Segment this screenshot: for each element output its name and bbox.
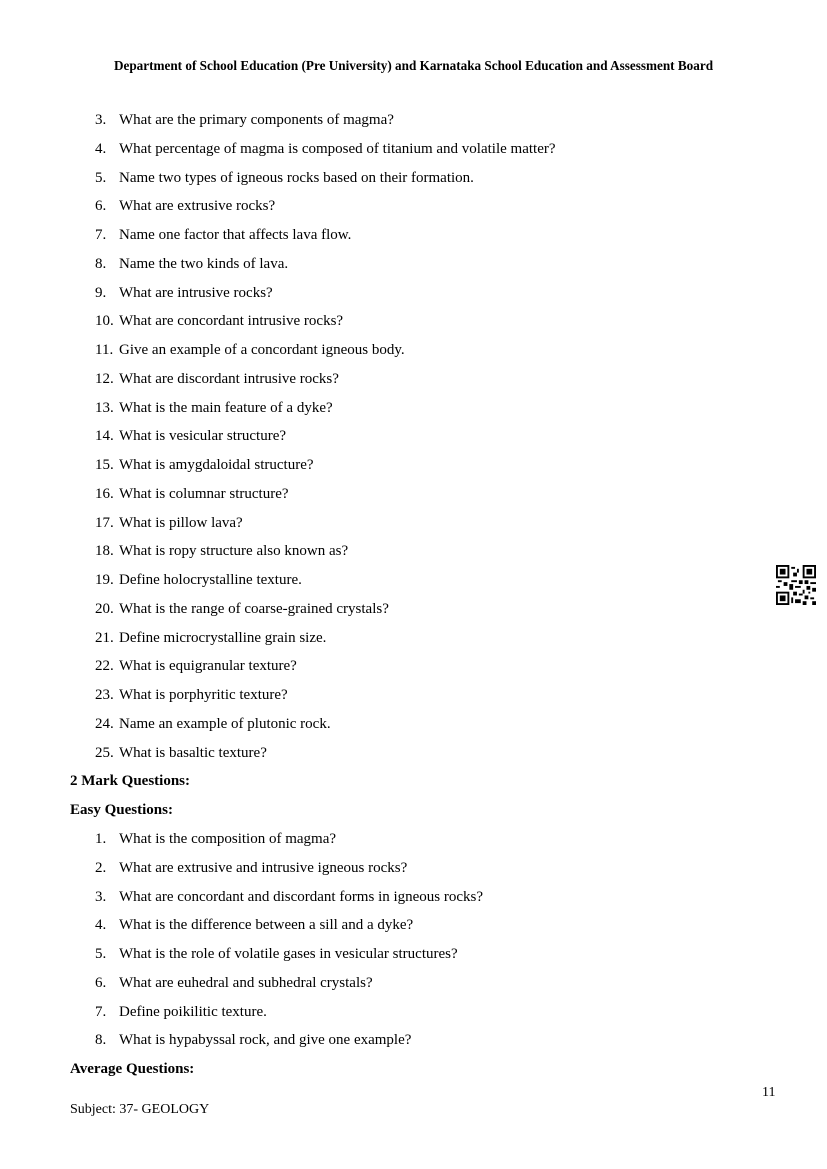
list-item-text: Name one factor that affects lava flow. (119, 227, 352, 243)
list-item-number: 5. (95, 169, 107, 186)
list-item-text: What is equigranular texture? (119, 658, 297, 675)
list-item-number: 3. (95, 888, 107, 905)
list-item-number: 19. (95, 572, 114, 588)
list-item-number: 5. (95, 946, 107, 962)
list-item-text: What is ropy structure also known as? (119, 543, 349, 560)
list-item-text: What are intrusive rocks? (119, 284, 273, 301)
list-item-number: 20. (95, 600, 114, 617)
list-item-number: 8. (95, 1032, 107, 1049)
list-item-number: 11. (95, 342, 114, 358)
list-item-number: 13. (95, 399, 114, 416)
list-item-text: What percentage of magma is composed of titanium and volatile matter? (119, 140, 556, 157)
list-item-number: 2. (95, 859, 107, 876)
list-item-number: 25. (95, 744, 114, 761)
list-item-text: What is porphyritic texture? (119, 687, 288, 703)
list-item-number: 16. (95, 485, 114, 502)
list-item-number: 18. (95, 543, 114, 560)
list-item-text: Define holocrystalline texture. (119, 572, 302, 588)
list-item-number: 4. (95, 140, 107, 157)
list-item-text: What are euhedral and subhedral crystals? (119, 974, 373, 991)
list-item-text: What are concordant and discordant forms in igneous rocks? (119, 888, 484, 905)
list-item-number: 10. (95, 313, 114, 330)
list-item-text: Define microcrystalline grain size. (119, 629, 327, 646)
list-item-number: 9. (95, 284, 107, 301)
list-item-text: What is pillow lava? (119, 514, 243, 531)
list-item-number: 8. (95, 255, 107, 272)
list-item-number: 3. (95, 112, 107, 128)
list-item-text: Name an example of plutonic rock. (119, 715, 331, 732)
list-item-text: What is the difference between a sill and a dyke? (119, 917, 414, 934)
list-item-number: 12. (95, 370, 114, 387)
qr-code-icon (776, 565, 816, 605)
section-heading-easy: Easy Questions: (70, 802, 173, 818)
list-item-text: Define poikilitic texture. (119, 1003, 267, 1020)
list-item-text: What is amygdaloidal structure? (119, 457, 314, 473)
list-item-number: 4. (95, 917, 107, 934)
list-item-number: 21. (95, 629, 114, 646)
list-item-number: 24. (95, 715, 114, 732)
list-item-number: 22. (95, 658, 114, 675)
section-heading-average: Average Questions: (70, 1061, 195, 1077)
list-item-text: Give an example of a concordant igneous body. (119, 342, 405, 358)
list-item-text: What is columnar structure? (119, 485, 289, 502)
list-item-text: Name two types of igneous rocks based on their formation. (119, 169, 474, 186)
list-item-text: What is vesicular structure? (119, 428, 287, 445)
list-item-number: 15. (95, 457, 114, 473)
list-item-number: 1. (95, 831, 107, 847)
list-item-text: What is the role of volatile gases in vesicular structures? (119, 946, 458, 962)
list-item-text: What is the range of coarse-grained crystals? (119, 600, 389, 617)
list-item-text: What are discordant intrusive rocks? (119, 370, 339, 387)
list-item-number: 17. (95, 514, 114, 531)
list-item-number: 6. (95, 198, 107, 215)
page-header: Department of School Education (Pre University) and Karnataka School Education and Assessment Board (113, 58, 714, 73)
list-item-text: What is hypabyssal rock, and give one example? (119, 1032, 412, 1049)
list-item-number: 7. (95, 227, 107, 243)
page-footer-subject: Subject: 37- GEOLOGY (70, 1102, 210, 1117)
list-item-text: What is the composition of magma? (119, 831, 337, 847)
list-item-text: What is basaltic texture? (119, 744, 267, 761)
list-item-number: 23. (95, 687, 114, 703)
list-item-text: What are extrusive and intrusive igneous rocks? (119, 859, 408, 876)
list-item-text: What are extrusive rocks? (119, 198, 276, 215)
list-item-number: 7. (95, 1003, 107, 1020)
page-number: 11 (762, 1085, 776, 1100)
list-item-number: 14. (95, 428, 114, 445)
section-heading-two-mark: 2 Mark Questions: (70, 773, 190, 789)
list-item-number: 6. (95, 974, 107, 991)
list-item-text: What is the main feature of a dyke? (119, 399, 333, 416)
list-item-text: Name the two kinds of lava. (119, 255, 289, 272)
list-item-text: What are concordant intrusive rocks? (119, 313, 344, 330)
list-item-text: What are the primary components of magma? (119, 112, 394, 128)
